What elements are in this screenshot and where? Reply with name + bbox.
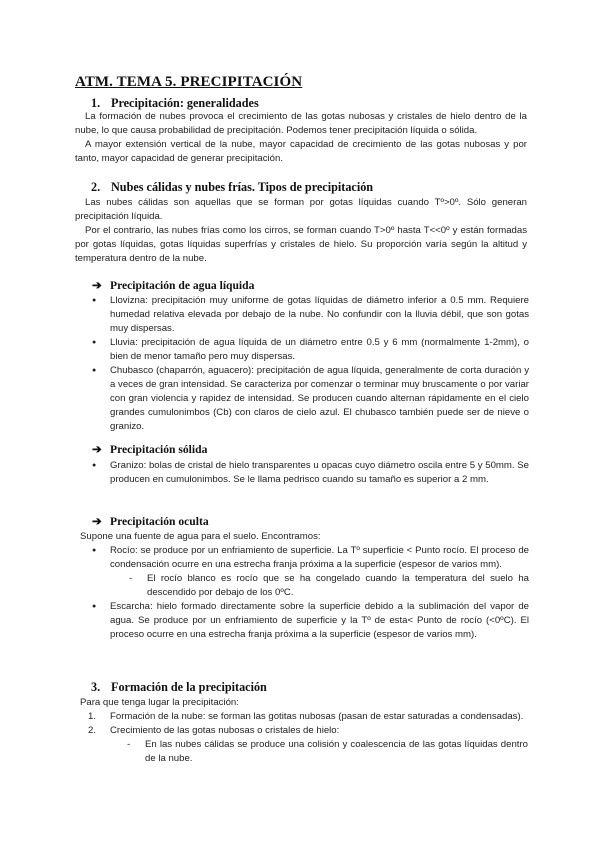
arrow-right-icon: ➔ — [92, 515, 102, 528]
list-item — [88, 710, 528, 724]
subsection-hidden-heading — [92, 514, 209, 528]
arrow-right-icon: ➔ — [92, 279, 102, 292]
paragraph: Por el contrario, las nubes frías como los cirros, se forman cuando T>0º hasta T<<0º y están formadas por gotas líquidas, gotas líquidas superfrías y cristales de hielo. Su proporción varía según la altitud y temperatura dentro de la nube. — [75, 225, 527, 264]
section-1-title: Precipitación: generalidades — [111, 96, 259, 110]
section-2-heading — [91, 180, 373, 195]
formation-steps-list — [88, 710, 528, 766]
section-3-heading — [91, 680, 267, 695]
solid-precipitation-list — [92, 459, 529, 487]
section-2-title: Nubes cálidas y nubes frías. Tipos de precipitación — [111, 180, 374, 194]
list-item-text: Rocío: se produce por un enfriamiento de superficie. La Tº superficie < Punto rocío. El proceso de condensación ocurre en una estrecha franja próxima a la superficie (espesor de varios mm). — [110, 545, 529, 570]
section-1-body — [75, 110, 527, 166]
hidden-intro: Supone una fuente de agua para el suelo. Encontramos: — [80, 531, 321, 542]
paragraph: Las nubes cálidas son aquellas que se forman por gotas líquidas cuando Tº>0º. Sólo generan precipitación líquida. — [75, 197, 527, 222]
subsection-liquid-heading — [92, 278, 254, 292]
liquid-precipitation-list — [92, 294, 529, 434]
subsection-title: Precipitación sólida — [110, 443, 208, 456]
list-item — [88, 724, 528, 766]
sub-list — [110, 572, 529, 600]
subsection-solid-heading — [92, 442, 207, 456]
section-2-number: 2. — [91, 180, 101, 194]
arrow-right-icon: ➔ — [92, 443, 102, 456]
section-2-body — [75, 196, 527, 266]
section-3-number: 3. — [91, 680, 101, 694]
section-3-intro: Para que tenga lugar la precipitación: — [80, 697, 239, 708]
sub-list-item: - En las nubes cálidas se produce una colisión y coalescencia de las gotas líquidas dentro de la nube. — [127, 738, 528, 766]
paragraph: La formación de nubes provoca el crecimiento de las gotas nubosas y cristales de hielo dentro de la nube, lo que causa probabilidad de precipitación. Podemos tener precipitación líquida o sólida. — [75, 111, 527, 136]
list-item: ● Granizo: bolas de cristal de hielo transparentes u opacas cuyo diámetro oscila entre 5 y 50mm. Se producen en cumulonimbos. Se le llama pedrisco cuando su tamaño es superior a 2 mm. — [92, 459, 529, 487]
sub-list — [110, 738, 528, 766]
subsection-title: Precipitación de agua líquida — [110, 279, 255, 292]
section-1-heading — [91, 96, 259, 111]
step-text: Formación de la nube: se forman las gotitas nubosas (pasan de estar saturadas a condensadas). — [110, 711, 524, 722]
subsection-title: Precipitación oculta — [110, 515, 209, 528]
document-title: ATM. TEMA 5. PRECIPITACIÓN — [75, 74, 303, 90]
step-text: Crecimiento de las gotas nubosas o cristales de hielo: — [110, 725, 340, 736]
step-number: 1. — [88, 711, 97, 722]
list-item: ● Llovizna: precipitación muy uniforme de gotas líquidas de diámetro inferior a 0.5 mm. Requiere humedad relativa elevada por debajo de la nube. No confundir con la lluvia débil, que son gotas muy dispersas. — [92, 294, 529, 336]
section-1-number: 1. — [91, 96, 101, 110]
list-item — [92, 544, 529, 600]
hidden-precipitation-list — [92, 544, 529, 642]
step-number: 2. — [88, 725, 97, 736]
section-3-title: Formación de la precipitación — [111, 680, 267, 694]
sub-list-item: - El rocío blanco es rocío que se ha congelado cuando la temperatura del suelo ha descendido por debajo de los 0ºC. — [129, 572, 529, 600]
paragraph: A mayor extensión vertical de la nube, mayor capacidad de crecimiento de las gotas nubosas y por tanto, mayor capacidad de generar precipitación. — [75, 139, 527, 164]
list-item: ● Lluvia: precipitación de agua líquida de un diámetro entre 0.5 y 6 mm (normalmente 1-2mm), o bien de menor tamaño pero muy dispersas. — [92, 336, 529, 364]
list-item: ● Chubasco (chaparrón, aguacero): precipitación de agua líquida, generalmente de corta duración y a veces de gran intensidad. Se caracteriza por comenzar o terminar muy bruscamente o por variar con gran violencia y rapidez de intensidad. Se producen cuando alternan rápidamente en el cielo grandes cumulonimbos (Cb) con claros de cielo azul. El chubasco también puede ser de nieve o granizo. — [92, 364, 529, 434]
list-item: ● Escarcha: hielo formado directamente sobre la superficie debido a la sublimación del vapor de agua. Se produce por un enfriamiento de superficie y la Tº de esta< Punto de rocío (<0ºC). El proceso ocurre en una estrecha franja próxima a la superficie (espesor de varios mm). — [92, 600, 529, 642]
